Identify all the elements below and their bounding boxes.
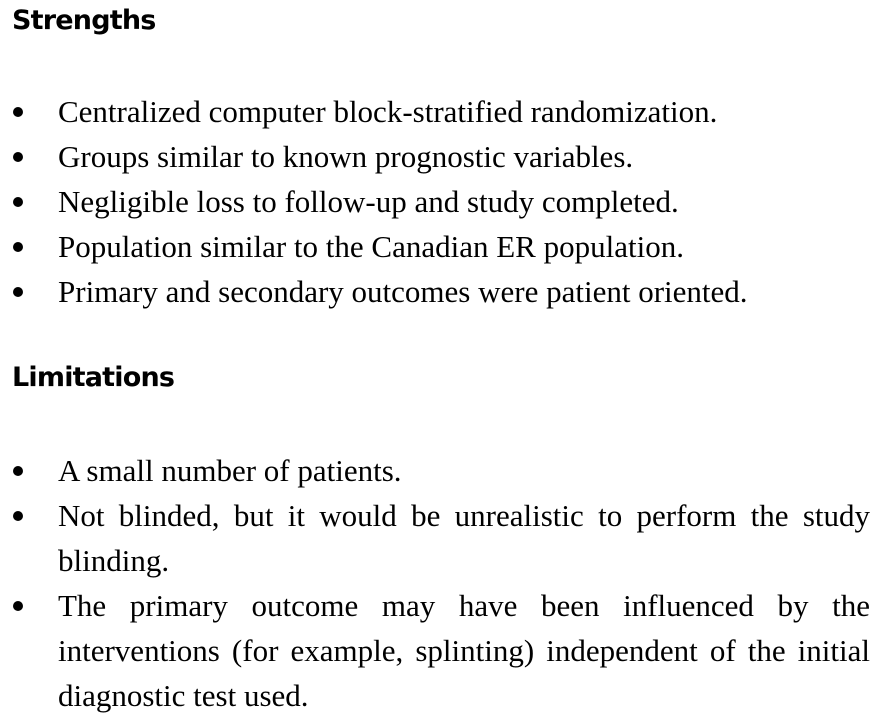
bullet-icon	[13, 511, 23, 521]
list-item	[0, 583, 870, 718]
bullet-icon	[13, 197, 23, 207]
list-item	[0, 179, 870, 224]
list-item	[0, 224, 870, 269]
bullet-icon	[13, 242, 23, 252]
list-item	[0, 493, 870, 583]
list-item-text: Not blinded, but it would be unrealistic to perform the study blinding.	[58, 498, 870, 578]
list-item-text: Groups similar to known prognostic variables.	[58, 139, 634, 174]
limitations-list	[0, 448, 870, 718]
list-item-text: A small number of patients.	[58, 453, 402, 488]
list-item	[0, 134, 870, 179]
bullet-icon	[13, 466, 23, 476]
list-item	[0, 448, 870, 493]
strengths-list	[0, 89, 870, 314]
list-item-text: Centralized computer block-stratified randomization.	[58, 94, 718, 129]
bullet-icon	[13, 287, 23, 297]
list-item-text: The primary outcome may have been influenced by the interventions (for example, splinting) independent of the initial diagnostic test used.	[58, 588, 870, 713]
list-item	[0, 269, 870, 314]
strengths-heading: Strengths	[12, 5, 156, 36]
list-item-text: Primary and secondary outcomes were patient oriented.	[58, 274, 748, 309]
list-item	[0, 89, 870, 134]
bullet-icon	[13, 107, 23, 117]
bullet-icon	[13, 601, 23, 611]
list-item-text: Negligible loss to follow-up and study completed.	[58, 184, 679, 219]
list-item-text: Population similar to the Canadian ER population.	[58, 229, 684, 264]
bullet-icon	[13, 152, 23, 162]
limitations-heading: Limitations	[12, 362, 175, 393]
